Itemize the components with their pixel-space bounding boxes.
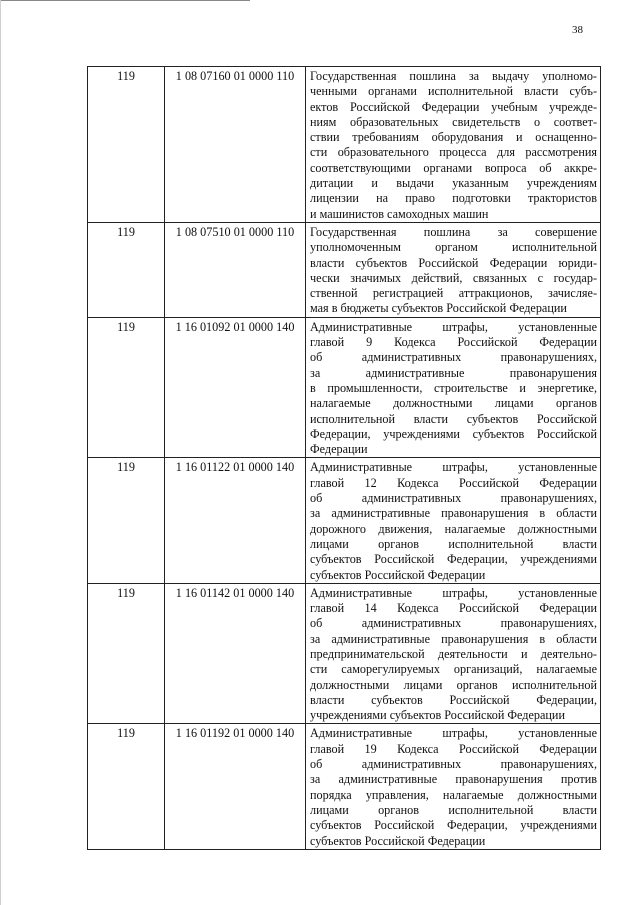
revenue-description-cell	[306, 317, 601, 458]
description-line: Государственная пошлина за совершение	[310, 224, 597, 239]
description-line: об административных правонарушениях,	[310, 491, 597, 506]
admin-code-cell: 119	[88, 67, 165, 223]
description-line: главой 19 Кодекса Российской Федерации	[310, 741, 597, 756]
table-body	[88, 67, 601, 850]
scan-edge-left	[0, 0, 1, 905]
budget-code-cell: 1 08 07510 01 0000 110	[165, 222, 306, 317]
description-line: сти образовательного процесса для рассмотрения	[310, 145, 597, 160]
description-line: Федерации, учреждениями субъектов Российской	[310, 426, 597, 441]
table-row	[88, 222, 601, 317]
description-line: субъектов Российской Федерации	[310, 567, 486, 582]
revenue-description-cell	[306, 724, 601, 849]
description-line: Государственная пошлина за выдачу уполномо-	[310, 69, 597, 83]
description-line: ственной регистрацией аттракционов, зачисляе-	[310, 286, 597, 301]
scan-edge-top	[0, 0, 250, 1]
description-line: Административные штрафы, установленные	[310, 726, 597, 741]
description-line: за административные правонарушения в области	[310, 631, 597, 646]
description-line: предпринимательской деятельности и деятельно-	[310, 646, 597, 661]
description-line: главой 14 Кодекса Российской Федерации	[310, 601, 597, 616]
description-line: об административных правонарушениях,	[310, 757, 597, 772]
budget-code-cell: 1 16 01192 01 0000 140	[165, 724, 306, 849]
description-line: ектов Российской Федерации учебным учрежде-	[310, 99, 597, 114]
description-line: субъектов Российской Федерации, учреждениями	[310, 818, 597, 833]
description-line: мая в бюджеты субъектов Российской Федерации	[310, 301, 567, 316]
description-line: учреждениями субъектов Российской Федерации	[310, 708, 565, 723]
description-line: лицензии на право подготовки трактористов	[310, 191, 597, 206]
description-line: чески значимых действий, связанных с государ-	[310, 270, 597, 285]
description-line: уполномоченным органом исполнительной	[310, 240, 597, 255]
description-line: лицами органов исполнительной власти	[310, 536, 597, 551]
page-number: 38	[572, 24, 583, 36]
table-row	[88, 724, 601, 849]
description-line: налагаемые должностными лицами органов	[310, 396, 597, 411]
description-line: в промышленности, строительстве и энергетике,	[310, 380, 597, 395]
table-row	[88, 458, 601, 583]
description-line: соответствующими органами вопроса об аккре-	[310, 160, 597, 175]
table-row	[88, 583, 601, 724]
table-row	[88, 317, 601, 458]
description-line: за административные правонарушения в области	[310, 506, 597, 521]
admin-code-cell: 119	[88, 724, 165, 849]
description-line: исполнительной власти субъектов Российской	[310, 411, 597, 426]
budget-code-cell: 1 16 01092 01 0000 140	[165, 317, 306, 458]
description-line: лицами органов исполнительной власти	[310, 802, 597, 817]
description-line: об административных правонарушениях,	[310, 616, 597, 631]
admin-code-cell: 119	[88, 583, 165, 724]
revenue-description-cell	[306, 67, 601, 223]
description-line: за административные правонарушения против	[310, 772, 597, 787]
description-line: субъектов Российской Федерации	[310, 833, 486, 848]
admin-code-cell: 119	[88, 458, 165, 583]
description-line: Административные штрафы, установленные	[310, 319, 597, 334]
revenue-description-cell	[306, 458, 601, 583]
description-line: и машинистов самоходных машин	[310, 206, 489, 221]
description-line: порядка управления, налагаемые должностными	[310, 787, 597, 802]
budget-code-cell: 1 16 01122 01 0000 140	[165, 458, 306, 583]
table-row	[88, 67, 601, 223]
description-line: главой 12 Кодекса Российской Федерации	[310, 475, 597, 490]
admin-code-cell: 119	[88, 222, 165, 317]
description-line: субъектов Российской Федерации, учреждениями	[310, 552, 597, 567]
description-line: власти субъектов Российской Федерации юриди-	[310, 255, 597, 270]
description-line: сти саморегулируемых организаций, налагаемые	[310, 662, 597, 677]
description-line: ниям образовательных свидетельств о соответ-	[310, 114, 597, 129]
description-line: Административные штрафы, установленные	[310, 585, 597, 600]
description-line: ствии требованиям оборудования и оснащенно-	[310, 130, 597, 145]
description-line: за административные правонарушения	[310, 365, 597, 380]
description-line: главой 9 Кодекса Российской Федерации	[310, 335, 597, 350]
budget-classification-table	[87, 66, 601, 850]
description-line: власти субъектов Российской Федерации,	[310, 692, 597, 707]
description-line: Административные штрафы, установленные	[310, 460, 597, 475]
revenue-description-cell	[306, 583, 601, 724]
description-line: дорожного движения, налагаемые должностными	[310, 521, 597, 536]
admin-code-cell: 119	[88, 317, 165, 458]
budget-code-cell: 1 08 07160 01 0000 110	[165, 67, 306, 223]
description-line: об административных правонарушениях,	[310, 350, 597, 365]
budget-code-cell: 1 16 01142 01 0000 140	[165, 583, 306, 724]
description-line: должностными лицами органов исполнительной	[310, 677, 597, 692]
revenue-description-cell	[306, 222, 601, 317]
description-line: Федерации	[310, 442, 368, 457]
description-line: дитации и выдачи указанным учреждениям	[310, 176, 597, 191]
description-line: ченными органами исполнительной власти субъ-	[310, 84, 597, 99]
